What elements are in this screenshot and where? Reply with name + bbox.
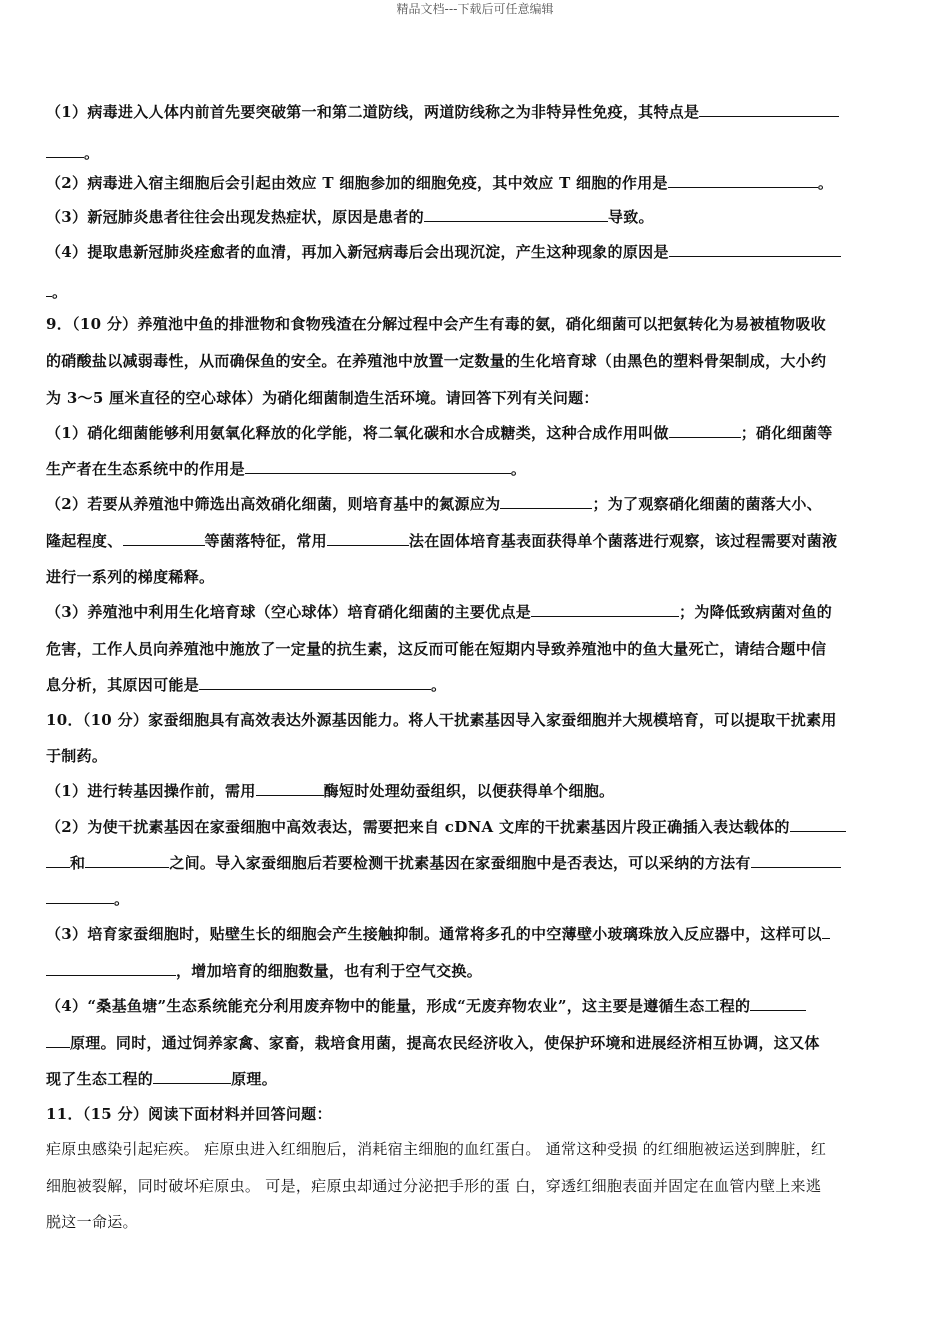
q11-material-line1: 疟原虫感染引起疟疾。 疟原虫进入红细胞后，消耗宿主细胞的血红蛋白。 通常这种受损 的红细胞被运送到脾脏，红 [46,1140,827,1158]
q10-part2-cont: 和 之间。导入家蚕细胞后若要检测干扰素基因在家蚕细胞中是否表达，可以采纳的方法有 [46,853,900,873]
q11-material-line3: 脱这一命运。 [46,1213,138,1231]
answer-blank[interactable] [245,459,511,474]
answer-blank[interactable] [699,102,839,117]
answer-blank[interactable] [750,996,806,1011]
answer-blank[interactable] [199,675,431,690]
q9-part2-cont2: 进行一系列的梯度稀释。 [46,568,215,586]
answer-blank[interactable] [751,853,841,868]
answer-blank[interactable] [668,173,818,188]
answer-blank[interactable] [46,143,84,158]
q11-material-line2: 细胞被裂解，同时破坏疟原虫。 可是，疟原虫却通过分泌把手形的蛋 白，穿透红细胞表面并固定在血管内壁上来逃 [46,1177,822,1195]
q9-part1: （1）硝化细菌能够利用氨氧化释放的化学能，将二氧化碳和水合成糖类，这种合成作用叫做 ；硝化细菌等 [46,424,833,442]
q9-part2-cont: 隆起程度、 等菌落特征，常用 法在固体培育基表面获得单个菌落进行观察，该过程需要对菌液 [46,532,838,550]
answer-blank[interactable] [531,602,679,617]
q9-stem-line2: 的硝酸盐以减弱毒性，从而确保鱼的安全。在养殖池中放置一定数量的生化培育球（由黑色的塑料骨架制成，大小约 [46,352,827,370]
answer-blank[interactable] [46,1033,70,1048]
q10-part2: （2）为使干扰素基因在家蚕细胞中高效表达，需要把来自 cDNA 文库的干扰素基因片段正确插入表达载体的 [46,817,900,837]
q10-part3-cont: ，增加培育的细胞数量，也有利于空气交换。 [46,961,900,981]
q9-part1-cont: 生产者在生态系统中的作用是 。 [46,460,527,478]
answer-blank[interactable] [500,494,592,509]
q11-stem: 11．（15 分）阅读下面材料并回答问题： [46,1105,332,1123]
q8-part1-cont: 。 [46,143,900,163]
q8-part4-cont: 。 [46,282,900,302]
q9-part3-cont2: 息分析，其原因可能是 。 [46,676,447,694]
answer-blank[interactable] [123,531,205,546]
answer-blank[interactable] [46,889,114,904]
answer-blank[interactable] [669,242,841,257]
q10-part3: （3）培育家蚕细胞时，贴壁生长的细胞会产生接触抑制。通常将多孔的中空薄壁小玻璃珠放入反应器中，这样可以 [46,924,900,944]
q10-stem-line1: 10．（10 分）家蚕细胞具有高效表达外源基因能力。将人干扰素基因导入家蚕细胞并大规模培育，可以提取干扰素用 [46,711,837,729]
q8-part4: （4）提取患新冠肺炎痊愈者的血清，再加入新冠病毒后会出现沉淀，产生这种现象的原因是 [46,242,900,262]
q10-part4: （4）“桑基鱼塘”生态系统能充分利用废弃物中的能量，形成“无废弃物农业”，这主要是遵循生态工程的 [46,996,900,1016]
q8-part1: （1）病毒进入人体内前首先要突破第一和第二道防线，两道防线称之为非特异性免疫，其特点是 [46,102,900,122]
answer-blank[interactable] [669,423,741,438]
q10-part2-cont2: 。 [46,889,900,909]
q9-stem-line3: 为 3～5 厘米直径的空心球体）为硝化细菌制造生活环境。请回答下列有关问题： [46,389,599,407]
answer-blank[interactable] [424,207,608,222]
q10-part4-cont2: 现了生态工程的 原理。 [46,1070,278,1088]
q8-part2: （2）病毒进入宿主细胞后会引起由效应 T 细胞参加的细胞免疫，其中效应 T 细胞的作用是 。 [46,174,834,192]
q10-stem-line2: 于制药。 [46,747,108,765]
answer-blank[interactable] [327,531,409,546]
answer-blank[interactable] [256,781,324,796]
page-header: 精品文档---下载后可任意编辑 [396,2,554,16]
answer-blank[interactable] [822,924,830,939]
q8-part3: （3）新冠肺炎患者往往会出现发热症状，原因是患者的 导致。 [46,208,654,226]
answer-blank[interactable] [153,1069,231,1084]
q10-part4-cont: 原理。同时，通过饲养家禽、家畜，栽培食用菌，提高农民经济收入，使保护环境和进展经济相互协调，这又体 [46,1033,900,1053]
q10-part1: （1）进行转基因操作前，需用 酶短时处理幼蚕组织，以便获得单个细胞。 [46,782,615,800]
answer-blank[interactable] [790,817,846,832]
q9-stem-line1: 9．（10 分）养殖池中鱼的排泄物和食物残渣在分解过程中会产生有毒的氨，硝化细菌可以把氨转化为易被植物吸收 [46,315,826,333]
answer-blank[interactable] [46,853,70,868]
q9-part3-cont: 危害，工作人员向养殖池中施放了一定量的抗生素，这反而可能在短期内导致养殖池中的鱼大量死亡，请结合题中信 [46,640,827,658]
q9-part3: （3）养殖池中利用生化培育球（空心球体）培育硝化细菌的主要优点是 ；为降低致病菌对鱼的 [46,603,833,621]
answer-blank[interactable] [46,961,176,976]
q9-part2: （2）若要从养殖池中筛选出高效硝化细菌，则培育基中的氮源应为 ；为了观察硝化细菌的菌落大小、 [46,495,822,513]
answer-blank[interactable] [85,853,169,868]
